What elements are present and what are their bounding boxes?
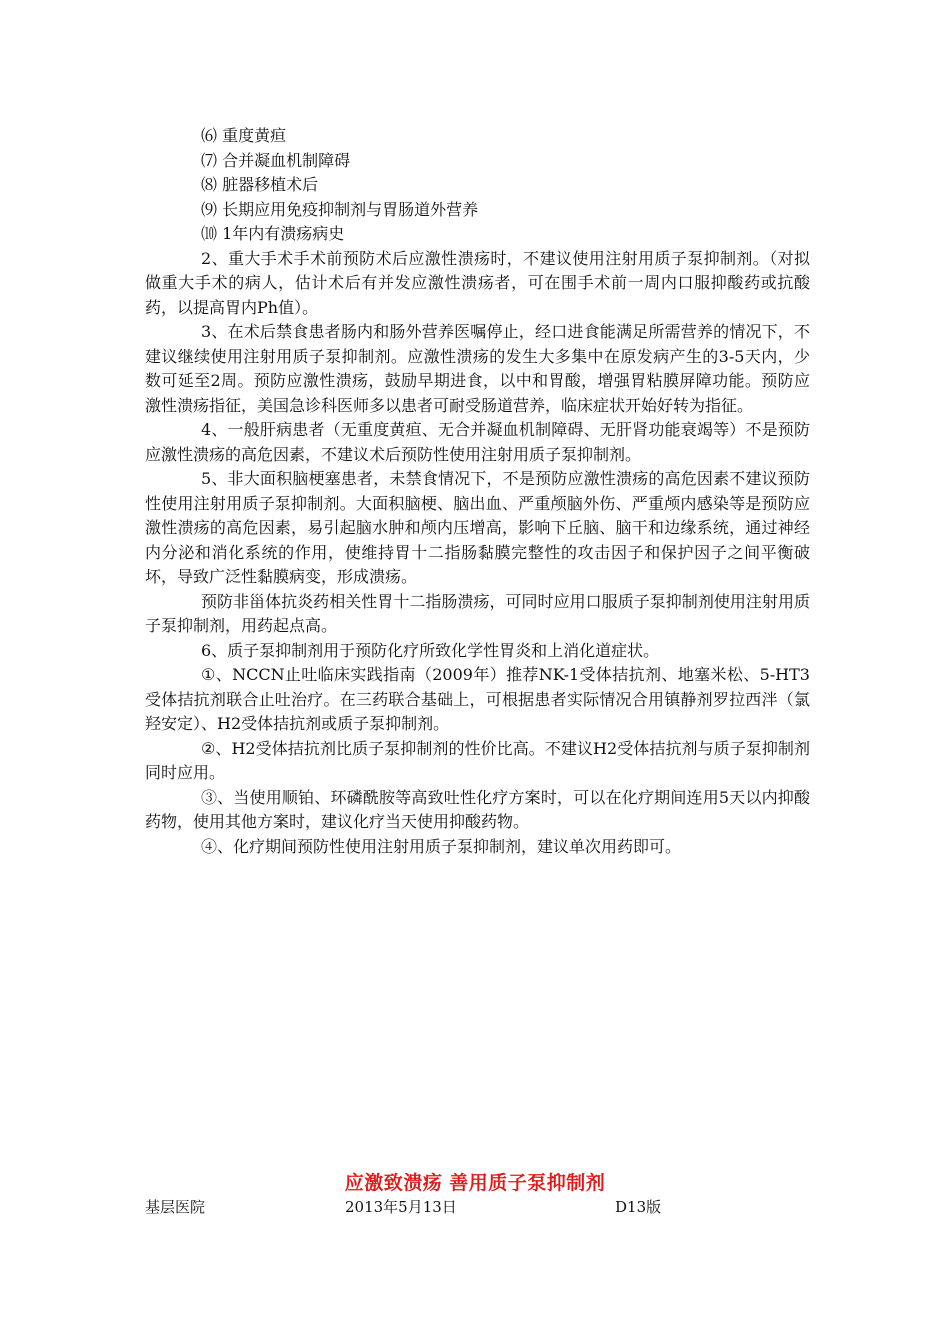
paragraph: 3、在术后禁食患者肠内和肠外营养医嘱停止，经口进食能满足所需营养的情况下，不建议继续使用注射用质子泵抑制剂。应激性溃疡的发生大多集中在原发病产生的3-5天内，少数可延至2周。预防应激性溃疡，鼓励早期进食，以中和胃酸，增强胃粘膜屏障功能。预防应激性溃疡指征，美国急诊科医师多以患者可耐受肠道营养，临床症状开始好转为指征。 [145,322,810,415]
paragraph: 4、一般肝病患者（无重度黄疸、无合并凝血机制障碍、无肝肾功能衰竭等）不是预防应激性溃疡的高危因素，不建议术后预防性使用注射用质子泵抑制剂。 [145,420,810,464]
document-body [145,124,810,859]
paragraph: 2、重大手术手术前预防术后应激性溃疡时，不建议使用注射用质子泵抑制剂。（对拟做重大手术的病人，估计术后有并发应激性溃疡者，可在围手术前一周内口服抑酸药或抗酸药，以提高胃内Ph值）。 [145,248,810,317]
paragraph: 预防非甾体抗炎药相关性胃十二指肠溃疡，可同时应用口服质子泵抑制剂使用注射用质子泵抑制剂，用药起点高。 [145,591,810,635]
paragraph: ②、H2受体拮抗剂比质子泵抑制剂的性价比高。不建议H2受体拮抗剂与质子泵抑制剂同时应用。 [145,738,810,782]
paragraph: 6、质子泵抑制剂用于预防化疗所致化学性胃炎和上消化道症状。 [201,640,660,660]
list-item: ⑻ 脏器移植术后 [201,175,319,194]
publication-source: 基层医院 [145,1198,206,1216]
paragraph: ①、NCCN止吐临床实践指南（2009年）推荐NK-1受体拮抗剂、地塞米松、5-HT3受体拮抗剂联合止吐治疗。在三药联合基础上，可根据患者实际情况合用镇静剂罗拉西泮（氯羟安定）、H2受体拮抗剂或质子泵抑制剂。 [145,665,810,733]
list-item: ⑺ 合并凝血机制障碍 [201,150,351,170]
paragraph: ④、化疗期间预防性使用注射用质子泵抑制剂，建议单次用药即可。 [201,836,682,856]
article-headline: 应激致溃疡 善用质子泵抑制剂 [344,1172,606,1194]
list-item: ⑽ 1年内有溃疡病史 [201,224,345,243]
publication-edition: D13版 [615,1198,662,1216]
list-item: ⑹ 重度黄疸 [201,126,287,145]
publication-date: 2013年5月13日 [345,1198,457,1216]
list-item: ⑼ 长期应用免疫抑制剂与胃肠道外营养 [201,199,479,219]
paragraph: ③、当使用顺铂、环磷酰胺等高致吐性化疗方案时，可以在化疗期间连用5天以内抑酸药物，使用其他方案时，建议化疗当天使用抑酸药物。 [145,787,810,831]
paragraph: 5、非大面积脑梗塞患者，未禁食情况下，不是预防应激性溃疡的高危因素不建议预防性使用注射用质子泵抑制剂。大面积脑梗、脑出血、严重颅脑外伤、严重颅内感染等是预防应激性溃疡的高危因素，易引起脑水肿和颅内压增高，影响下丘脑、脑干和边缘系统，通过神经内分泌和消化系统的作用，使维持胃十二指肠黏膜完整性的攻击因子和保护因子之间平衡破坏，导致广泛性黏膜病变，形成溃疡。 [145,469,810,586]
